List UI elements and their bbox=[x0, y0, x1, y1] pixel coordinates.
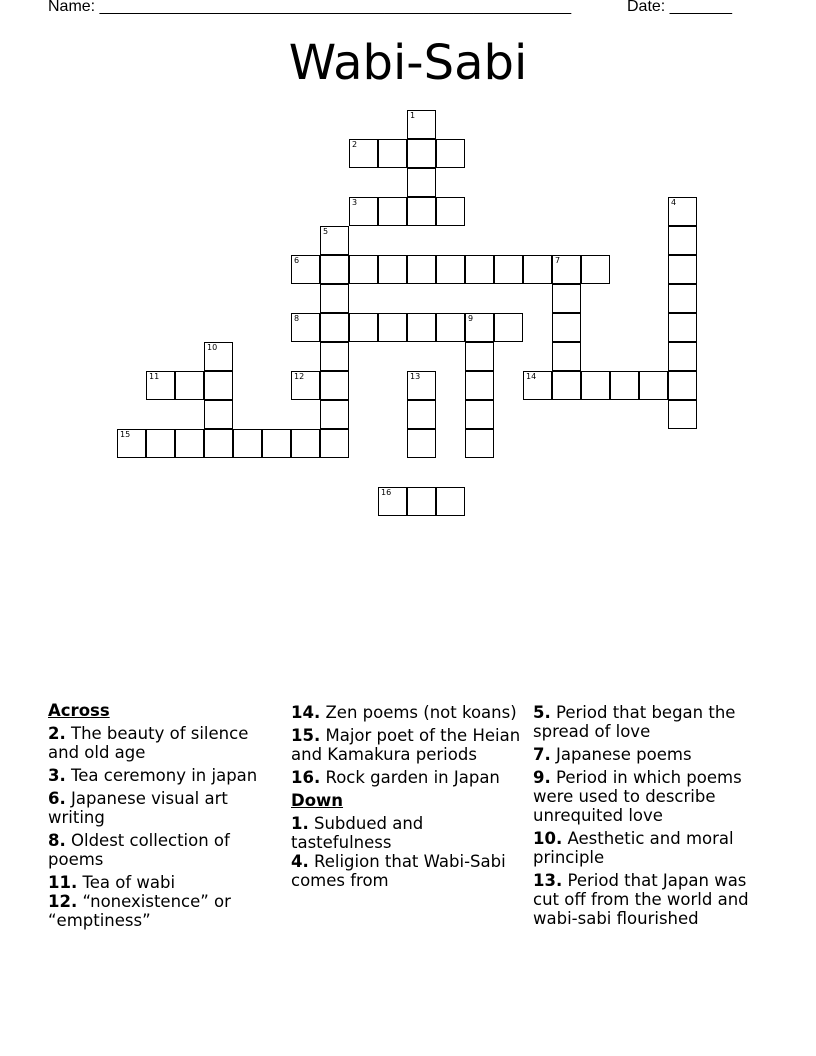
grid-cell[interactable] bbox=[436, 313, 465, 342]
grid-cell[interactable] bbox=[465, 255, 494, 284]
grid-cell[interactable] bbox=[291, 429, 320, 458]
grid-cell[interactable] bbox=[378, 197, 407, 226]
clue-down-10: 10. Aesthetic and moral principle bbox=[533, 829, 734, 867]
grid-cell[interactable] bbox=[436, 255, 465, 284]
grid-cell[interactable] bbox=[668, 197, 697, 226]
date-label: Date: bbox=[627, 0, 670, 15]
grid-cell[interactable] bbox=[465, 371, 494, 400]
grid-cell[interactable] bbox=[320, 342, 349, 371]
grid-cell[interactable] bbox=[204, 429, 233, 458]
grid-cell[interactable] bbox=[146, 371, 175, 400]
grid-cell[interactable] bbox=[320, 226, 349, 255]
clue-down-9: 9. Period in which poems were used to describe unrequited love bbox=[533, 768, 742, 825]
grid-cell[interactable] bbox=[668, 284, 697, 313]
grid-cell[interactable] bbox=[465, 429, 494, 458]
grid-cell[interactable] bbox=[407, 400, 436, 429]
grid-cell-number: 8 bbox=[294, 314, 300, 323]
grid-cell[interactable] bbox=[407, 255, 436, 284]
grid-cell-number: 2 bbox=[352, 140, 358, 149]
grid-cell[interactable] bbox=[407, 371, 436, 400]
grid-cell[interactable] bbox=[552, 313, 581, 342]
grid-cell[interactable] bbox=[349, 255, 378, 284]
grid-cell[interactable] bbox=[320, 313, 349, 342]
grid-cell[interactable] bbox=[552, 255, 581, 284]
grid-cell[interactable] bbox=[436, 487, 465, 516]
grid-cell[interactable] bbox=[204, 342, 233, 371]
grid-cell[interactable] bbox=[668, 400, 697, 429]
grid-cell[interactable] bbox=[175, 371, 204, 400]
clue-down-1: 1. Subdued and tastefulness bbox=[291, 814, 424, 852]
grid-cell[interactable] bbox=[407, 197, 436, 226]
grid-cell-number: 5 bbox=[323, 227, 329, 236]
grid-cell[interactable] bbox=[581, 255, 610, 284]
clue-across-16: 16. Rock garden in Japan bbox=[291, 768, 500, 787]
grid-cell[interactable] bbox=[320, 429, 349, 458]
grid-cell[interactable] bbox=[581, 371, 610, 400]
grid-cell-number: 6 bbox=[294, 256, 300, 265]
grid-cell-number: 12 bbox=[294, 372, 305, 381]
grid-cell[interactable] bbox=[494, 313, 523, 342]
grid-cell-number: 7 bbox=[555, 256, 561, 265]
across-heading: Across bbox=[48, 701, 110, 720]
grid-cell[interactable] bbox=[320, 371, 349, 400]
grid-cell[interactable] bbox=[204, 371, 233, 400]
page-title: Wabi-Sabi bbox=[288, 35, 528, 91]
clue-across-8: 8. Oldest collection of poems bbox=[48, 831, 230, 869]
grid-cell[interactable] bbox=[378, 487, 407, 516]
clue-down-7: 7. Japanese poems bbox=[533, 745, 692, 764]
grid-cell[interactable] bbox=[639, 371, 668, 400]
grid-cell-number: 15 bbox=[120, 430, 131, 439]
grid-cell[interactable] bbox=[204, 400, 233, 429]
grid-cell[interactable] bbox=[465, 400, 494, 429]
grid-cell[interactable] bbox=[407, 487, 436, 516]
down-heading: Down bbox=[291, 791, 344, 810]
grid-cell[interactable] bbox=[668, 226, 697, 255]
grid-cell[interactable] bbox=[378, 139, 407, 168]
grid-cell[interactable] bbox=[291, 255, 320, 284]
clue-across-14: 14. Zen poems (not koans) bbox=[291, 703, 517, 722]
grid-cell[interactable] bbox=[465, 313, 494, 342]
grid-cell[interactable] bbox=[233, 429, 262, 458]
grid-cell[interactable] bbox=[378, 313, 407, 342]
grid-cell-number: 3 bbox=[352, 198, 358, 207]
grid-cell[interactable] bbox=[349, 197, 378, 226]
grid-cell[interactable] bbox=[436, 139, 465, 168]
grid-cell[interactable] bbox=[349, 139, 378, 168]
grid-cell-number: 14 bbox=[526, 372, 537, 381]
grid-cell[interactable] bbox=[494, 255, 523, 284]
clue-across-15: 15. Major poet of the Heian and Kamakura periods bbox=[291, 726, 521, 764]
clue-down-5: 5. Period that began the spread of love bbox=[533, 703, 736, 741]
grid-cell[interactable] bbox=[320, 255, 349, 284]
grid-cell[interactable] bbox=[465, 342, 494, 371]
grid-cell[interactable] bbox=[291, 371, 320, 400]
clues-column-2 bbox=[291, 703, 527, 894]
grid-cell-number: 13 bbox=[410, 372, 421, 381]
clues-column-1 bbox=[48, 701, 284, 934]
clue-across-3: 3. Tea ceremony in japan bbox=[48, 766, 258, 785]
grid-cell[interactable] bbox=[407, 110, 436, 139]
grid-cell[interactable] bbox=[407, 429, 436, 458]
grid-cell[interactable] bbox=[668, 342, 697, 371]
grid-cell[interactable] bbox=[523, 255, 552, 284]
grid-cell[interactable] bbox=[610, 371, 639, 400]
grid-cell[interactable] bbox=[552, 284, 581, 313]
grid-cell[interactable] bbox=[552, 371, 581, 400]
grid-cell-number: 9 bbox=[468, 314, 474, 323]
clues-column-3 bbox=[533, 703, 769, 932]
grid-cell[interactable] bbox=[668, 371, 697, 400]
clue-down-4: 4. Religion that Wabi-Sabi comes from bbox=[291, 852, 506, 890]
grid-cell[interactable] bbox=[552, 342, 581, 371]
grid-cell-number: 16 bbox=[381, 488, 392, 497]
grid-cell[interactable] bbox=[523, 371, 552, 400]
clue-down-13: 13. Period that Japan was cut off from the world and wabi-sabi flourished bbox=[533, 871, 749, 928]
grid-cell[interactable] bbox=[146, 429, 175, 458]
grid-cell[interactable] bbox=[378, 255, 407, 284]
grid-cell[interactable] bbox=[175, 429, 204, 458]
grid-cell[interactable] bbox=[320, 284, 349, 313]
date-line[interactable]: _______ bbox=[669, 0, 732, 15]
name-line[interactable]: _____________________________________________________ bbox=[99, 0, 572, 15]
grid-cell[interactable] bbox=[117, 429, 146, 458]
name-label: Name: bbox=[48, 0, 100, 15]
grid-cell-number: 10 bbox=[207, 343, 218, 352]
grid-cell[interactable] bbox=[668, 313, 697, 342]
clue-across-2: 2. The beauty of silence and old age bbox=[48, 724, 249, 762]
clue-across-6: 6. Japanese visual art writing bbox=[48, 789, 228, 827]
grid-cell[interactable] bbox=[668, 255, 697, 284]
clue-across-11: 11. Tea of wabi bbox=[48, 873, 176, 892]
grid-cell[interactable] bbox=[407, 168, 436, 197]
grid-cell[interactable] bbox=[262, 429, 291, 458]
grid-cell[interactable] bbox=[407, 139, 436, 168]
grid-cell-number: 1 bbox=[410, 111, 416, 120]
grid-cell[interactable] bbox=[436, 197, 465, 226]
clue-across-12: 12. “nonexistence” or “emptiness” bbox=[48, 892, 231, 930]
grid-cell-number: 11 bbox=[149, 372, 160, 381]
grid-cell[interactable] bbox=[320, 400, 349, 429]
grid-cell-number: 4 bbox=[671, 198, 677, 207]
grid-cell[interactable] bbox=[407, 313, 436, 342]
grid-cell[interactable] bbox=[349, 313, 378, 342]
grid-cell[interactable] bbox=[291, 313, 320, 342]
